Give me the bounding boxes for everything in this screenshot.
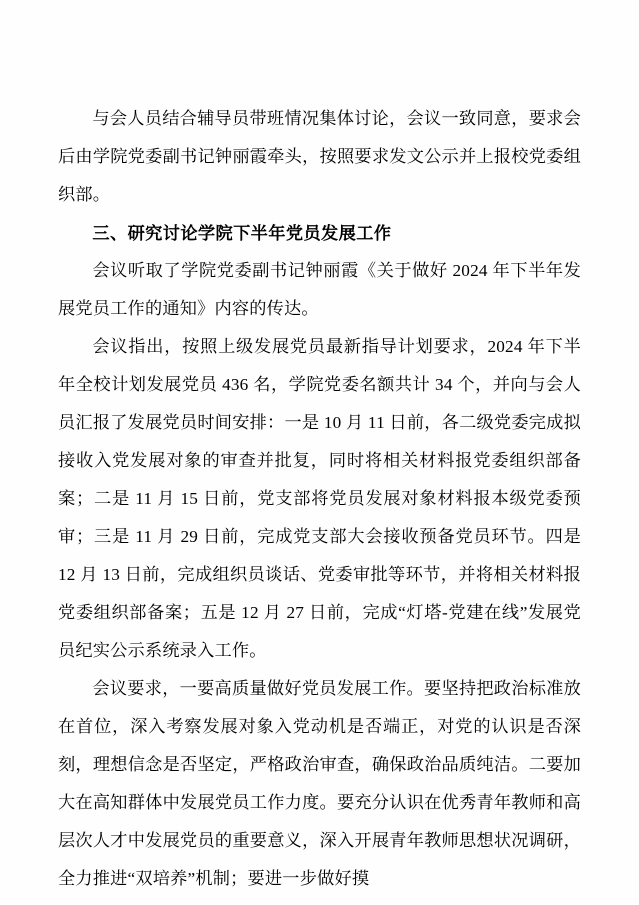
paragraph-meeting-points: 会议指出，按照上级发展党员最新指导计划要求，2024 年下半年全校计划发展党员 436 名，学院党委名额共计 34 个，并向与会人员汇报了发展党员时间安排：一是 10 月 11 日前，各二级党委完成拟接收入党发展对象的审查并批复，同时将相关材料报党委组织部备案；二是 11 月 15 日前，党支部将党员发展对象材料报本级党委预审；三是 11 月 29 日前，完成党支部大会接收预备党员环节。四是 12 月 13 日前，完成组织员谈话、党委审批等环节，并将相关材料报党委组织部备案；五是 12 月 27 日前，完成“灯塔-党建在线”发展党员纪实公示系统录入工作。: [58, 337, 581, 660]
section-heading-three: 三、研究讨论学院下半年党员发展工作: [92, 223, 392, 243]
document-body: [58, 100, 581, 898]
paragraph-meeting-requirements: 会议要求，一要高质量做好党员发展工作。要坚持把政治标准放在首位，深入考察发展对象入党动机是否端正，对党的认识是否深刻，理想信念是否坚定，严格政治审查，确保政治品质纯洁。二要加大在高知群体中发展党员工作力度。要充分认识在优秀青年教师和高层次人才中发展党员的重要意义，深入开展青年教师思想状况调研，全力推进“双培养”机制；要进一步做好摸: [58, 679, 581, 888]
paragraph-notice-relay: 会议听取了学院党委副书记钟丽霞《关于做好 2024 年下半年发展党员工作的通知》内容的传达。: [58, 261, 581, 318]
paragraph-discussion-summary: 与会人员结合辅导员带班情况集体讨论，会议一致同意，要求会后由学院党委副书记钟丽霞牵头，按照要求发文公示并上报校党委组织部。: [58, 109, 581, 204]
